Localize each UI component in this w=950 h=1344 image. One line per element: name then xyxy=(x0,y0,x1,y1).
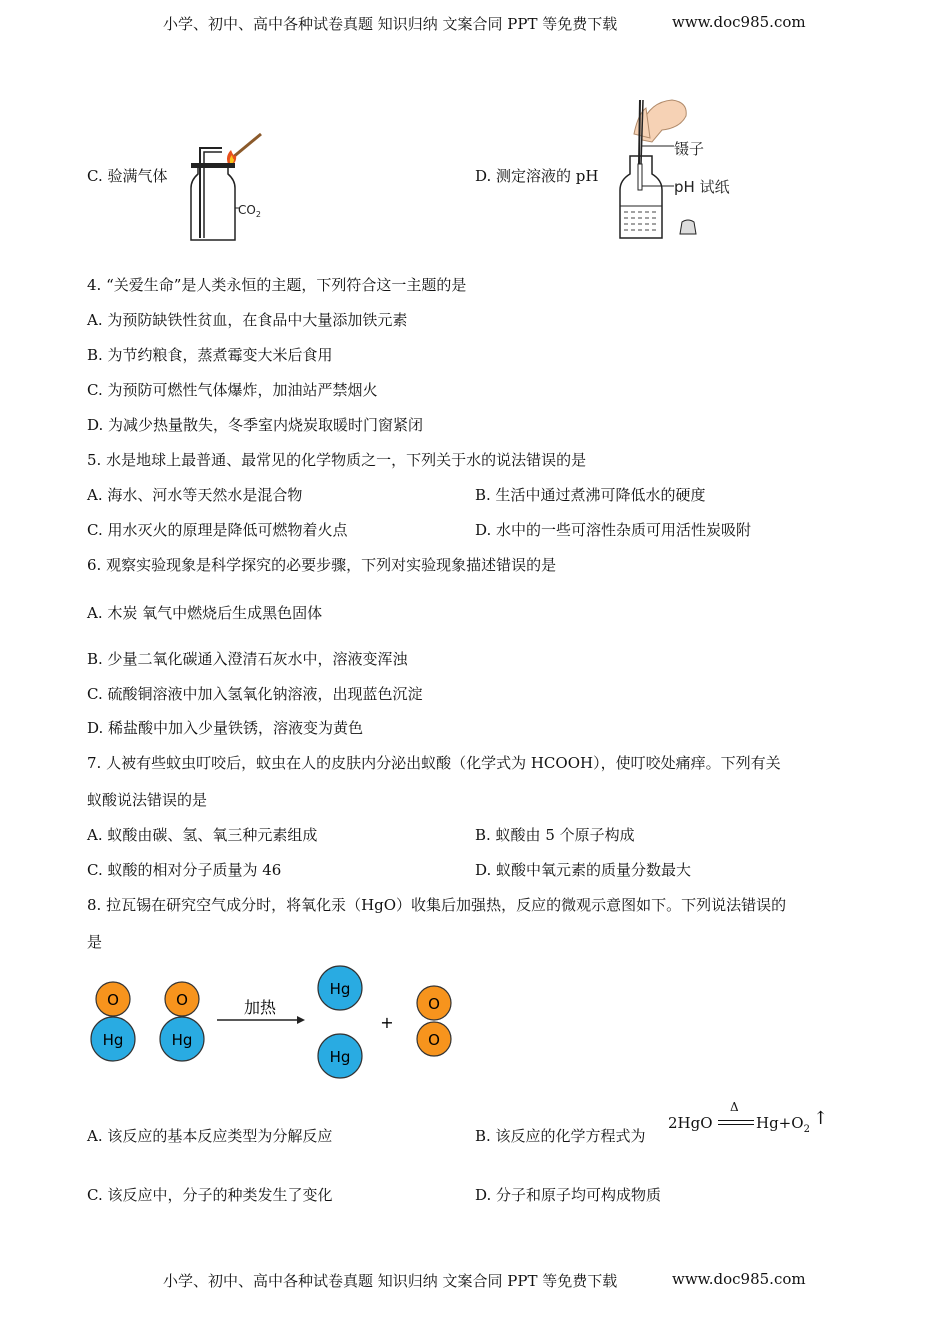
svg-text:Hg: Hg xyxy=(329,980,351,998)
q7-option-c: C. 蚁酸的相对分子质量为 46 xyxy=(87,861,282,879)
svg-text:O: O xyxy=(107,991,119,1009)
q6-stem: 6. 观察实验现象是科学探究的必要步骤，下列对实验现象描述错误的是 xyxy=(87,556,557,574)
q4-stem: 4. “关爱生命”是人类永恒的主题，下列符合这一主题的是 xyxy=(87,276,467,294)
hgo-molecule-1 xyxy=(91,982,135,1061)
svg-text:Hg: Hg xyxy=(171,1031,193,1049)
q6-option-d: D. 稀盐酸中加入少量铁锈，溶液变为黄色 xyxy=(87,719,364,737)
q6-option-a: A. 木炭 氧气中燃烧后生成黑色固体 xyxy=(87,604,323,622)
co2-label: $CO_2$ xyxy=(238,203,261,219)
q8-equation xyxy=(668,1100,838,1140)
svg-text:加热: 加热 xyxy=(243,998,277,1017)
q5-option-c: C. 用水灭火的原理是降低可燃物着火点 xyxy=(87,521,348,539)
q7-option-d: D. 蚁酸中氧元素的质量分数最大 xyxy=(475,861,692,879)
q8-stem-line1: 8. 拉瓦锡在研究空气成分时，将氧化汞（HgO）收集后加强热，反应的微观示意图如下。下列说法错误的 xyxy=(87,896,787,914)
gas-collection-bottle-figure xyxy=(188,128,278,250)
q5-option-a: A. 海水、河水等天然水是混合物 xyxy=(87,486,303,504)
q8-option-d: D. 分子和原子均可构成物质 xyxy=(475,1186,662,1204)
q4-option-c: C. 为预防可燃性气体爆炸，加油站严禁烟火 xyxy=(87,381,378,399)
q5-stem: 5. 水是地球上最普通、最常见的化学物质之一，下列关于水的说法错误的是 xyxy=(87,451,587,469)
svg-text:O: O xyxy=(176,991,188,1009)
q5-option-b: B. 生活中通过煮沸可降低水的硬度 xyxy=(475,486,706,504)
equation-equals xyxy=(718,1120,754,1125)
svg-text:Hg: Hg xyxy=(102,1031,124,1049)
q8-option-b-prefix: B. 该反应的化学方程式为 xyxy=(475,1127,646,1145)
q8-option-c: C. 该反应中，分子的种类发生了变化 xyxy=(87,1186,333,1204)
svg-text:O: O xyxy=(428,995,440,1013)
q4-option-d: D. 为减少热量散失，冬季室内烧炭取暖时门窗紧闭 xyxy=(87,416,424,434)
hgo-molecule-2 xyxy=(160,982,204,1061)
q7-stem-line1: 7. 人被有些蚊虫叮咬后，蚊虫在人的皮肤内分泌出蚁酸（化学式为 HCOOH），使叮咬处痛痒。下列有关 xyxy=(87,754,781,772)
ph-paper-label: pH 试纸 xyxy=(674,178,730,196)
q6-option-b: B. 少量二氧化碳通入澄清石灰水中，溶液变浑浊 xyxy=(87,650,408,668)
page-footer-url[interactable]: www.doc985.com xyxy=(672,1270,806,1288)
page-header-text: 小学、初中、高中各种试卷真题 知识归纳 文案合同 PPT 等免费下载 xyxy=(163,15,618,33)
page-footer-text: 小学、初中、高中各种试卷真题 知识归纳 文案合同 PPT 等免费下载 xyxy=(163,1272,618,1290)
q4-option-b: B. 为节约粮食，蒸煮霉变大米后食用 xyxy=(87,346,333,364)
q8-stem-line2: 是 xyxy=(87,933,103,951)
q4-option-a: A. 为预防缺铁性贫血，在食品中大量添加铁元素 xyxy=(87,311,408,329)
equation-reactant: 2HgO xyxy=(668,1114,713,1132)
q6-option-c: C. 硫酸铜溶液中加入氢氧化钠溶液，出现蓝色沉淀 xyxy=(87,685,423,703)
ph-test-figure xyxy=(612,94,742,248)
equation-condition: Δ xyxy=(730,1100,739,1114)
q7-option-a: A. 蚁酸由碳、氢、氧三种元素组成 xyxy=(87,826,318,844)
q7-option-b: B. 蚁酸由 5 个原子构成 xyxy=(475,826,635,844)
equation-product: $Hg+O_2$ xyxy=(756,1114,810,1135)
tweezers-label: 镊子 xyxy=(674,140,705,158)
gas-arrow-icon: ↑ xyxy=(813,1108,829,1129)
q3-option-c: C. 验满气体 xyxy=(87,167,168,185)
svg-text:Hg: Hg xyxy=(329,1048,351,1066)
heating-arrow xyxy=(217,998,305,1024)
q8-option-a: A. 该反应的基本反应类型为分解反应 xyxy=(87,1127,333,1145)
reaction-micro-diagram xyxy=(85,962,465,1086)
q3-option-d: D. 测定溶液的 pH xyxy=(475,167,599,185)
plus-sign: + xyxy=(380,1013,394,1032)
svg-text:O: O xyxy=(428,1031,440,1049)
page-header-url[interactable]: www.doc985.com xyxy=(672,13,806,31)
q5-option-d: D. 水中的一些可溶性杂质可用活性炭吸附 xyxy=(475,521,752,539)
oxygen-molecule xyxy=(417,986,451,1056)
q7-stem-line2: 蚁酸说法错误的是 xyxy=(87,791,208,809)
